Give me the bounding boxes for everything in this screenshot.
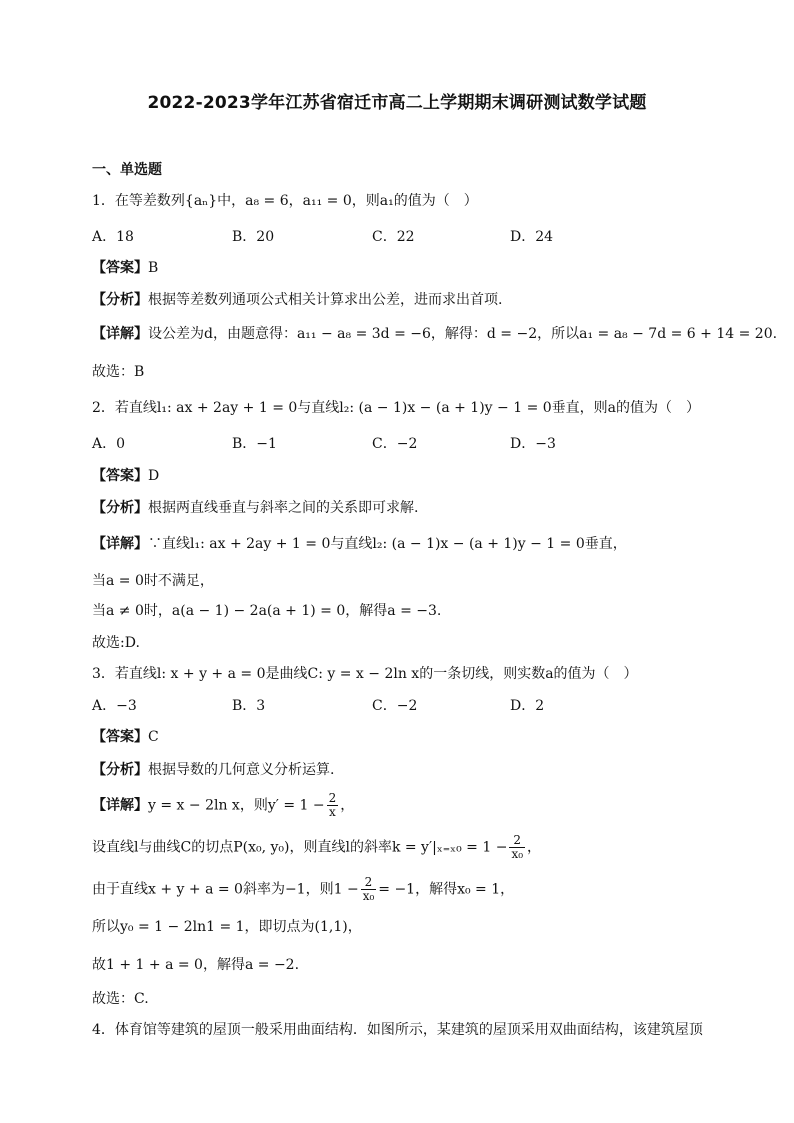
q2-option-d: D．−3	[510, 436, 556, 452]
analysis-text: 根据等差数列通项公式相关计算求出公差，进而求出首项.	[148, 292, 503, 308]
analysis-label: 【分析】	[92, 292, 148, 308]
q3-detail	[92, 792, 354, 819]
q2-choice: 故选:D.	[92, 635, 140, 651]
fraction-numerator: 2	[328, 791, 337, 805]
detail-text-a: 设直线l与曲线C的切点P(x₀, y₀)，则直线l的斜率k = y′|ₓ₌ₓ₀ = 1 −	[92, 839, 508, 856]
answer-value: B	[148, 260, 159, 276]
q1-stem: 1．在等差数列{aₙ}中，a₈ = 6，a₁₁ = 0，则a₁的值为（ ）	[92, 193, 478, 209]
q1-option-d: D．24	[510, 229, 554, 245]
detail-text-b: ，	[340, 797, 355, 814]
analysis-text: 根据导数的几何意义分析运算.	[148, 762, 335, 778]
q1-option-a: A．18	[92, 229, 134, 245]
fraction	[509, 834, 525, 861]
detail-text: ∵直线l₁: ax + 2ay + 1 = 0与直线l₂: (a − 1)x − (a + 1)y − 1 = 0垂直，	[148, 536, 627, 552]
q2-stem: 2．若直线l₁: ax + 2ay + 1 = 0与直线l₂: (a − 1)x − (a + 1)y − 1 = 0垂直，则a的值为（ ）	[92, 400, 701, 416]
fraction-denominator: x	[329, 805, 336, 819]
fraction	[361, 876, 377, 903]
detail-text-b: = −1，解得x₀ = 1，	[378, 881, 515, 898]
section-heading: 一、单选题	[92, 162, 162, 178]
q3-answer	[92, 727, 159, 747]
detail-label: 【详解】	[92, 326, 148, 342]
detail-label: 【详解】	[92, 536, 148, 552]
answer-value: C	[148, 729, 159, 745]
analysis-text: 根据两直线垂直与斜率之间的关系即可求解.	[148, 500, 419, 516]
fraction-denominator: x₀	[511, 847, 524, 861]
detail-label: 【详解】	[92, 797, 148, 814]
q2-detail	[92, 534, 627, 554]
q1-answer	[92, 258, 158, 278]
q4-stem: 4．体育馆等建筑的屋顶一般采用曲面结构．如图所示，某建筑的屋顶采用双曲面结构，该建筑屋顶	[92, 1022, 703, 1038]
page-title: 2022-2023学年江苏省宿迁市高二上学期期末调研测试数学试题	[147, 93, 647, 113]
q2-option-a: A．0	[92, 436, 126, 452]
q3-choice: 故选：C.	[92, 991, 149, 1007]
q3-detail-line3	[92, 876, 514, 903]
answer-value: D	[148, 468, 160, 484]
q1-detail	[92, 324, 777, 344]
q2-detail-line3: 当a ≠ 0时，a(a − 1) − 2a(a + 1) = 0，解得a = −3.	[92, 603, 442, 619]
q2-answer	[92, 466, 159, 486]
q3-analysis	[92, 760, 334, 780]
q3-stem: 3．若直线l: x + y + a = 0是曲线C: y = x − 2ln x的一条切线，则实数a的值为（ ）	[92, 666, 638, 682]
detail-text: 设公差为d，由题意得：a₁₁ − a₈ = 3d = −6，解得：d = −2，所以a₁ = a₈ − 7d = 6 + 14 = 20.	[148, 326, 778, 342]
fraction-denominator: x₀	[362, 889, 375, 903]
detail-text-a: y = x − 2ln x，则y′ = 1 −	[148, 797, 325, 814]
fraction-numerator: 2	[509, 834, 525, 848]
q2-analysis	[92, 498, 418, 518]
detail-text-b: ，	[527, 839, 542, 856]
answer-label: 【答案】	[92, 260, 148, 276]
q3-option-d: D．2	[510, 698, 545, 714]
detail-text-a: 由于直线x + y + a = 0斜率为−1，则1 −	[92, 881, 359, 898]
q3-detail-line5: 故1 + 1 + a = 0，解得a = −2.	[92, 957, 300, 973]
q3-detail-line4: 所以y₀ = 1 − 2ln1 = 1，即切点为(1,1)，	[92, 919, 362, 935]
q1-analysis	[92, 290, 502, 310]
answer-label: 【答案】	[92, 729, 148, 745]
analysis-label: 【分析】	[92, 762, 148, 778]
q1-choice: 故选：B	[92, 364, 145, 380]
fraction-numerator: 2	[361, 876, 377, 890]
answer-label: 【答案】	[92, 468, 148, 484]
analysis-label: 【分析】	[92, 500, 148, 516]
q2-option-c: C．−2	[372, 436, 418, 452]
q3-detail-line2	[92, 834, 541, 861]
q3-option-c: C．−2	[372, 698, 418, 714]
fraction	[327, 792, 339, 819]
q1-option-b: B．20	[232, 229, 275, 245]
q3-option-a: A．−3	[92, 698, 137, 714]
q2-detail-line2: 当a = 0时不满足，	[92, 573, 214, 589]
q2-option-b: B．−1	[232, 436, 277, 452]
q3-option-b: B．3	[232, 698, 266, 714]
q1-option-c: C．22	[372, 229, 415, 245]
